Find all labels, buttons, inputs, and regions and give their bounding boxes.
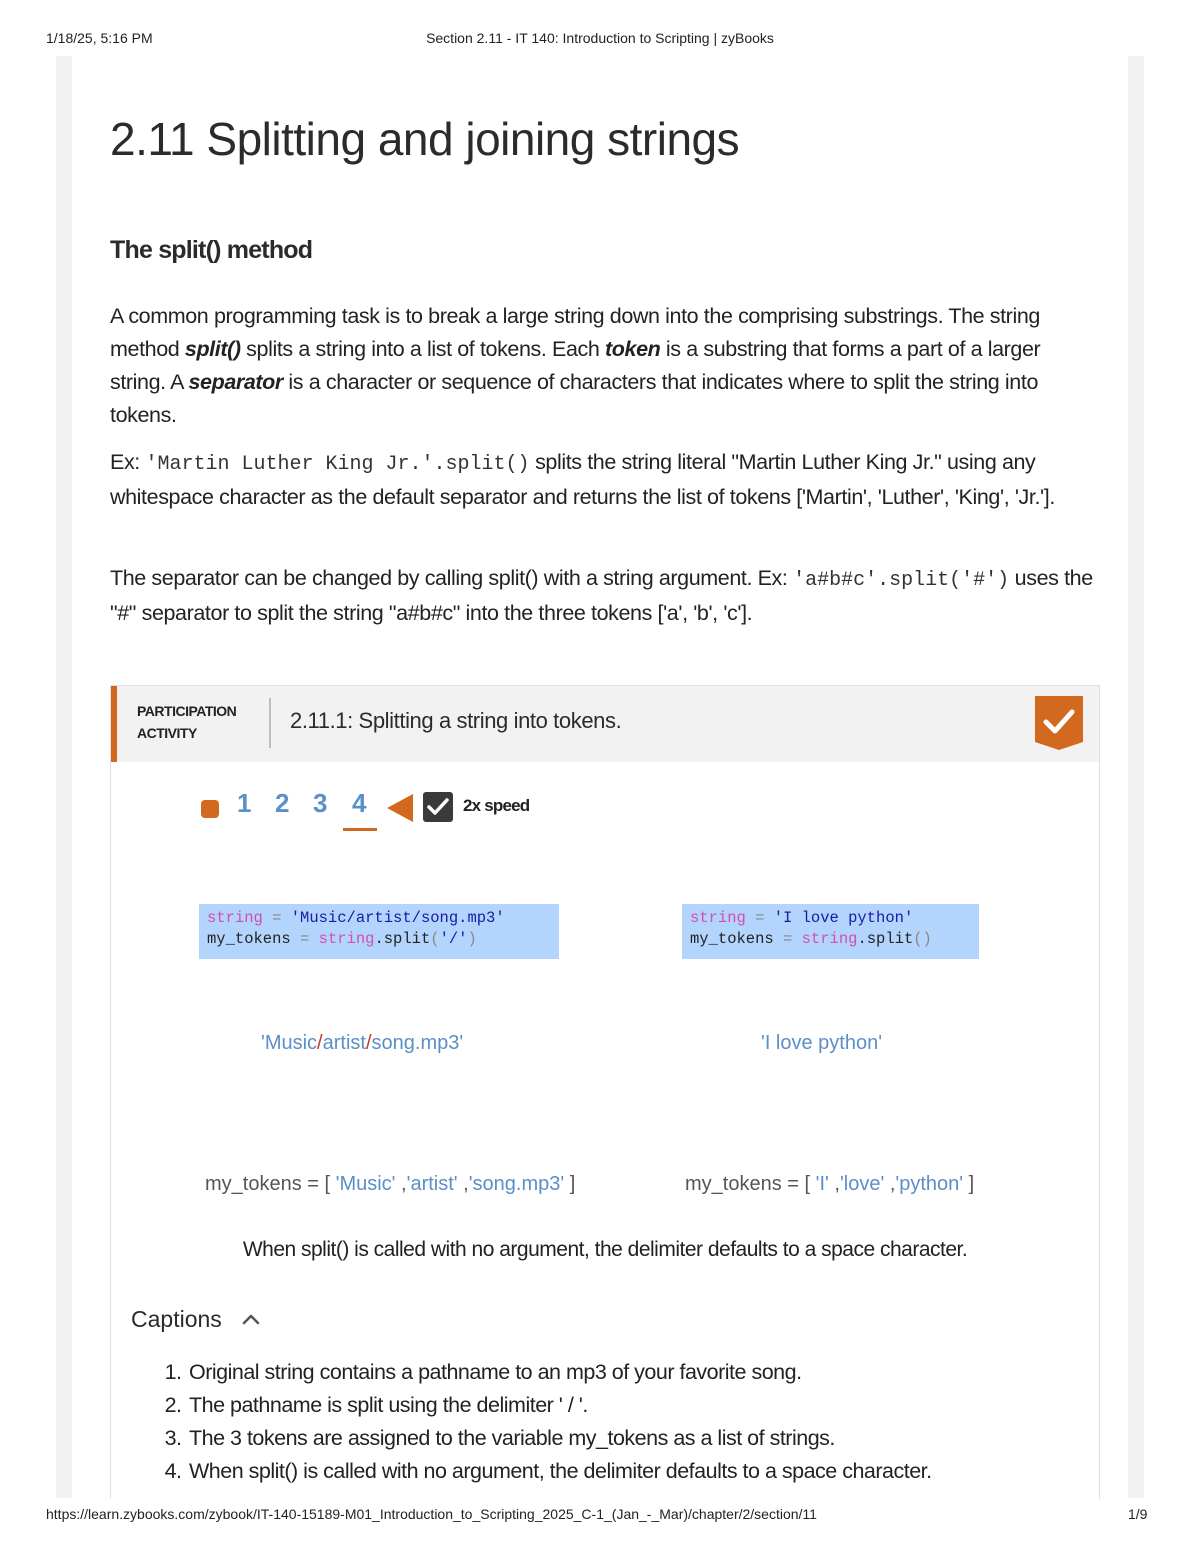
string-part: 'Music [261, 1032, 318, 1054]
step-3-button[interactable]: 3 [313, 788, 328, 818]
separator-char: / [317, 1032, 323, 1054]
caption-item: 4. When split() is called with no argument, the delimiter defaults to a space character. [187, 1455, 1107, 1488]
activity-title: 2.11.1: Splitting a string into tokens. [290, 708, 622, 733]
code-token: () [913, 930, 932, 948]
code-token: string [207, 909, 263, 927]
text: is a character or sequence of characters that indicates where to split the string into tokens. [110, 370, 1038, 427]
inline-code: 'a#b#c'.split('#') [793, 569, 1010, 592]
animation-caption: When split() is called with no argument, the delimiter defaults to a space character. [242, 1238, 968, 1261]
code-token: 'I love python' [773, 909, 914, 927]
code-block-path [199, 904, 559, 959]
code-token: '/' [439, 930, 468, 948]
code-token: ) [467, 930, 477, 948]
code-token: string [690, 909, 746, 927]
captions-list [161, 1356, 1107, 1488]
token-item: 'I' [815, 1173, 829, 1195]
print-footer [0, 1506, 1200, 1526]
print-datetime: 1/18/25, 5:16 PM [46, 30, 153, 46]
token-item: 'artist' [406, 1173, 458, 1195]
term-split: split() [184, 337, 241, 361]
participation-activity [110, 685, 1100, 1499]
activity-type-label [137, 700, 262, 744]
caption-item: 2. The pathname is split using the delimiter ' / '. [187, 1389, 1107, 1422]
section-heading: The split() method [110, 236, 313, 264]
animated-string-phrase: 'I love python' [761, 1032, 883, 1054]
code-token: my_tokens [207, 930, 291, 948]
token-item: 'love' [839, 1173, 885, 1195]
caption-item: 3. The 3 tokens are assigned to the variable my_tokens as a list of strings. [187, 1422, 1107, 1455]
left-gutter [56, 56, 72, 1498]
token-list-path: my_tokens = [ 'Music' ,'artist' ,'song.mp3' ] [205, 1173, 576, 1195]
term-token: token [605, 337, 661, 361]
token-prefix: my_tokens = [ [205, 1173, 336, 1195]
header-divider [269, 698, 271, 748]
checkmark-icon [423, 792, 453, 822]
speed-checkbox[interactable] [423, 792, 453, 822]
print-header [0, 30, 1200, 50]
code-block-phrase [682, 904, 979, 959]
chevron-up-icon[interactable] [241, 1312, 261, 1326]
completion-check-icon [1035, 696, 1083, 750]
code-token: string [318, 930, 375, 948]
paragraph-example-whitespace [110, 446, 1100, 514]
activity-type-line: ACTIVITY [137, 725, 197, 741]
activity-type-line: PARTICIPATION [137, 703, 237, 719]
token-suffix: ] [963, 1173, 975, 1195]
print-page-title: Section 2.11 - IT 140: Introduction to Scripting | zyBooks [426, 30, 774, 46]
code-token: .split [374, 930, 431, 948]
text: A common programming task is to break a large string down into the comprising substrings. The string method [110, 304, 1040, 361]
code-token: string [801, 930, 858, 948]
string-part: artist [322, 1032, 366, 1054]
current-step-indicator [343, 828, 377, 831]
stop-button[interactable] [201, 800, 219, 818]
step-4-button[interactable]: 4 [352, 788, 367, 818]
token-prefix: my_tokens = [ [685, 1173, 816, 1195]
speed-label: 2x speed [463, 796, 530, 815]
code-token: my_tokens [690, 930, 774, 948]
step-1-button[interactable]: 1 [237, 788, 252, 818]
text: Ex: [110, 450, 146, 474]
text: splits a string into a list of tokens. Each [240, 337, 606, 361]
token-suffix: ] [564, 1173, 576, 1195]
right-gutter [1128, 56, 1144, 1498]
separator-char: / [365, 1032, 372, 1054]
text: The separator can be changed by calling split() with a string argument. Ex: [110, 566, 794, 590]
paragraph-intro [110, 300, 1100, 432]
step-2-button[interactable]: 2 [275, 788, 290, 818]
captions-toggle[interactable]: Captions [131, 1306, 222, 1332]
play-back-icon[interactable] [385, 792, 415, 824]
code-token: ( [430, 930, 440, 948]
animation-controls [201, 786, 601, 836]
code-token: 'Music/artist/song.mp3' [290, 909, 505, 927]
token-item: 'song.mp3' [468, 1173, 565, 1195]
string-part: song.mp3' [371, 1032, 464, 1054]
text: is a substring that forms a part of a larger string. A [110, 337, 1041, 394]
token-list-phrase: my_tokens = [ 'I' ,'love' ,'python' ] [685, 1173, 975, 1195]
text: uses the "#" separator to split the string "a#b#c" into the three tokens ['a', 'b', 'c']. [110, 566, 1093, 625]
print-url: https://learn.zybooks.com/zybook/IT-140-15189-M01_Introduction_to_Scripting_2025_C-1_(Jan_-_Mar)/chapter/2/section/11 [46, 1506, 817, 1522]
code-token: = [773, 930, 802, 948]
caption-item: 1. Original string contains a pathname to an mp3 of your favorite song. [187, 1356, 1107, 1389]
text: splits the string literal "Martin Luther King Jr." using any whitespace character as the default separator and returns the list of tokens ['Martin', 'Luther', 'King', 'Jr.']. [110, 450, 1055, 509]
activity-header [111, 686, 1099, 762]
inline-code: 'Martin Luther King Jr.'.split() [145, 453, 530, 476]
paragraph-example-separator [110, 562, 1100, 630]
code-token: = [290, 930, 319, 948]
print-page-number: 1/9 [1128, 1506, 1148, 1522]
page-title: 2.11 Splitting and joining strings [110, 113, 740, 165]
token-item: 'python' [895, 1173, 964, 1195]
animated-string-path [261, 1032, 463, 1055]
token-item: 'Music' [335, 1173, 396, 1195]
term-separator: separator [188, 370, 283, 394]
code-token: = [262, 909, 291, 927]
code-token: = [745, 909, 774, 927]
code-token: .split [857, 930, 914, 948]
